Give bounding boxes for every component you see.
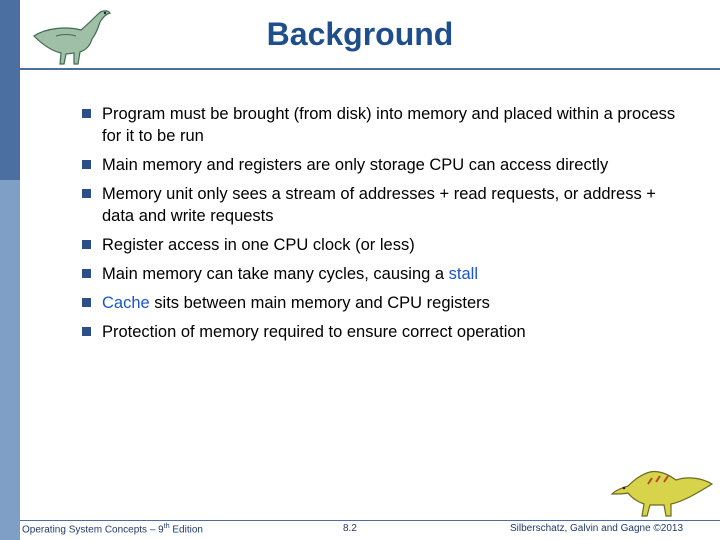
bullet-text: Protection of memory required to ensure correct operation [102, 323, 526, 341]
highlight-term-cache: Cache [102, 294, 150, 312]
footer-book-suffix: Edition [169, 524, 203, 536]
bullet-list [82, 103, 682, 350]
footer-divider [20, 520, 720, 521]
bullet-square-icon [82, 327, 91, 336]
bullet-text: sits between main memory and CPU registers [149, 294, 490, 312]
footer-book-prefix: Operating System Concepts – 9 [22, 524, 164, 536]
bullet-text: Main memory can take many cycles, causing a [102, 265, 449, 283]
dinosaur-icon [608, 464, 716, 523]
bullet-text: Main memory and registers are only storage CPU can access directly [102, 156, 609, 174]
bullet-square-icon [82, 109, 91, 118]
left-sidebar-bar-lower [0, 180, 20, 540]
bullet-text: Register access in one CPU clock (or less) [102, 236, 415, 254]
highlight-term-stall: stall [448, 265, 478, 283]
bullet-item [82, 103, 682, 147]
bullet-square-icon [82, 298, 91, 307]
bullet-item [82, 321, 682, 343]
footer-page-number: 8.2 [343, 523, 357, 534]
bullet-square-icon [82, 160, 91, 169]
footer-book-title [22, 523, 203, 535]
bullet-item [82, 154, 682, 176]
bullet-square-icon [82, 240, 91, 249]
bullet-text: Memory unit only sees a stream of addresses + read requests, or address + data and write requests [102, 185, 656, 225]
bullet-item [82, 292, 682, 314]
bullet-item [82, 234, 682, 256]
left-sidebar-bar [0, 0, 20, 540]
bullet-item [82, 183, 682, 227]
bullet-text: Program must be brought (from disk) into memory and placed within a process for it to be run [102, 105, 676, 145]
footer-copyright: Silberschatz, Galvin and Gagne ©2013 [510, 523, 684, 534]
footer-book-sup: th [163, 523, 170, 530]
bullet-square-icon [82, 189, 91, 198]
bullet-item [82, 263, 682, 285]
bullet-square-icon [82, 269, 91, 278]
slide-title: Background [266, 16, 454, 52]
title-divider [20, 68, 720, 70]
